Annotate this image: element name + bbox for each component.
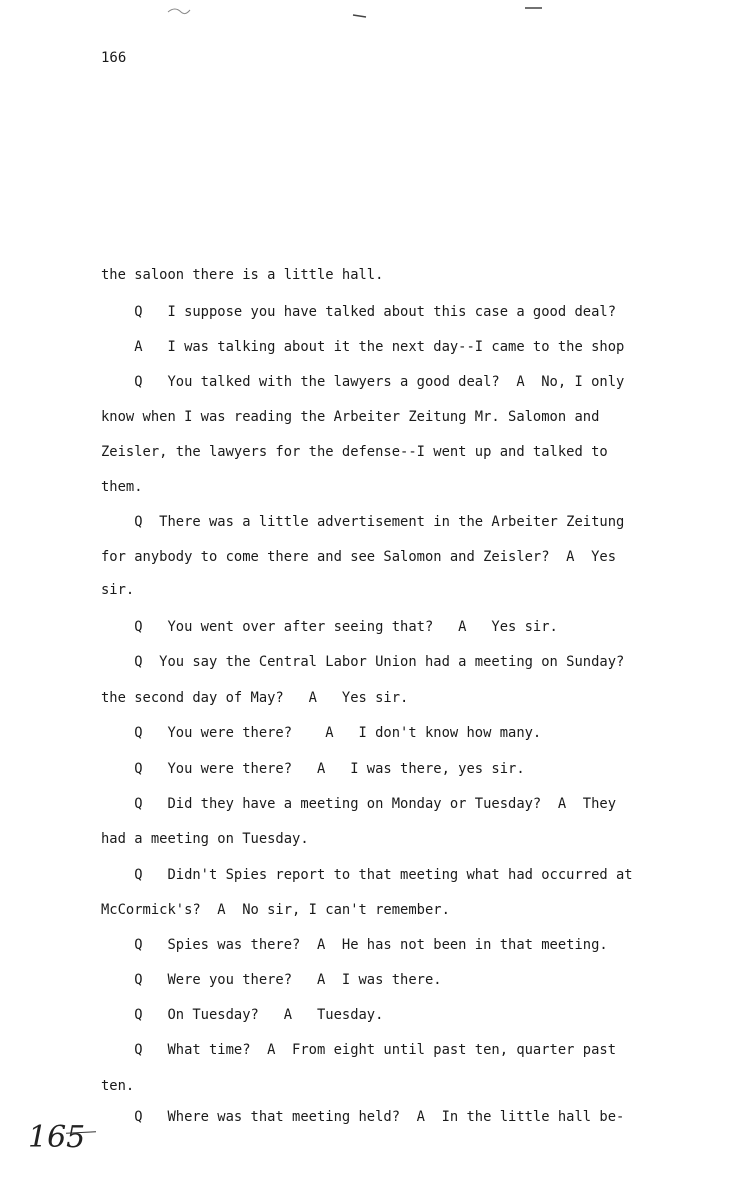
transcript-line: Q What time? A From eight until past ten, quarter past: [101, 1042, 616, 1058]
transcript-line: McCormick's? A No sir, I can't remember.: [101, 902, 450, 918]
transcript-line: A I was talking about it the next day--I came to the shop: [101, 339, 625, 355]
transcript-line: Q Didn't Spies report to that meeting what had occurred at: [101, 867, 633, 883]
transcript-line: Q Spies was there? A He has not been in that meeting.: [101, 937, 608, 953]
scan-artifact-mark: [165, 4, 193, 20]
handwritten-folio-number: 165: [28, 1120, 86, 1155]
transcript-line: sir.: [101, 582, 135, 598]
transcript-line: Q On Tuesday? A Tuesday.: [101, 1007, 384, 1023]
transcript-line: Zeisler, the lawyers for the defense--I went up and talked to: [101, 444, 608, 460]
transcript-line: know when I was reading the Arbeiter Zeitung Mr. Salomon and: [101, 409, 600, 425]
transcript-line: Q I suppose you have talked about this case a good deal?: [101, 304, 616, 320]
transcript-line: the saloon there is a little hall.: [101, 267, 384, 283]
transcript-line: Q You say the Central Labor Union had a meeting on Sunday?: [101, 654, 625, 670]
transcript-line: Q Where was that meeting held? A In the little hall be-: [101, 1109, 625, 1125]
transcript-line: had a meeting on Tuesday.: [101, 831, 309, 847]
scan-artifact-mark: [352, 12, 368, 20]
transcript-line: for anybody to come there and see Salomon and Zeisler? A Yes: [101, 549, 616, 565]
transcript-line: Q You were there? A I don't know how many.: [101, 725, 542, 741]
transcript-line: Q Were you there? A I was there.: [101, 972, 442, 988]
scan-artifact-mark: [524, 4, 544, 12]
transcript-line: ten.: [101, 1078, 135, 1094]
transcript-line: Q You were there? A I was there, yes sir.: [101, 761, 525, 777]
page-number: 166: [101, 50, 127, 66]
transcript-line: them.: [101, 479, 143, 495]
transcript-line: Q Did they have a meeting on Monday or Tuesday? A They: [101, 796, 616, 812]
transcript-line: Q You talked with the lawyers a good deal? A No, I only: [101, 374, 625, 390]
transcript-line: the second day of May? A Yes sir.: [101, 690, 409, 706]
transcript-line: Q You went over after seeing that? A Yes sir.: [101, 619, 558, 635]
transcript-line: Q There was a little advertisement in the Arbeiter Zeitung: [101, 514, 625, 530]
